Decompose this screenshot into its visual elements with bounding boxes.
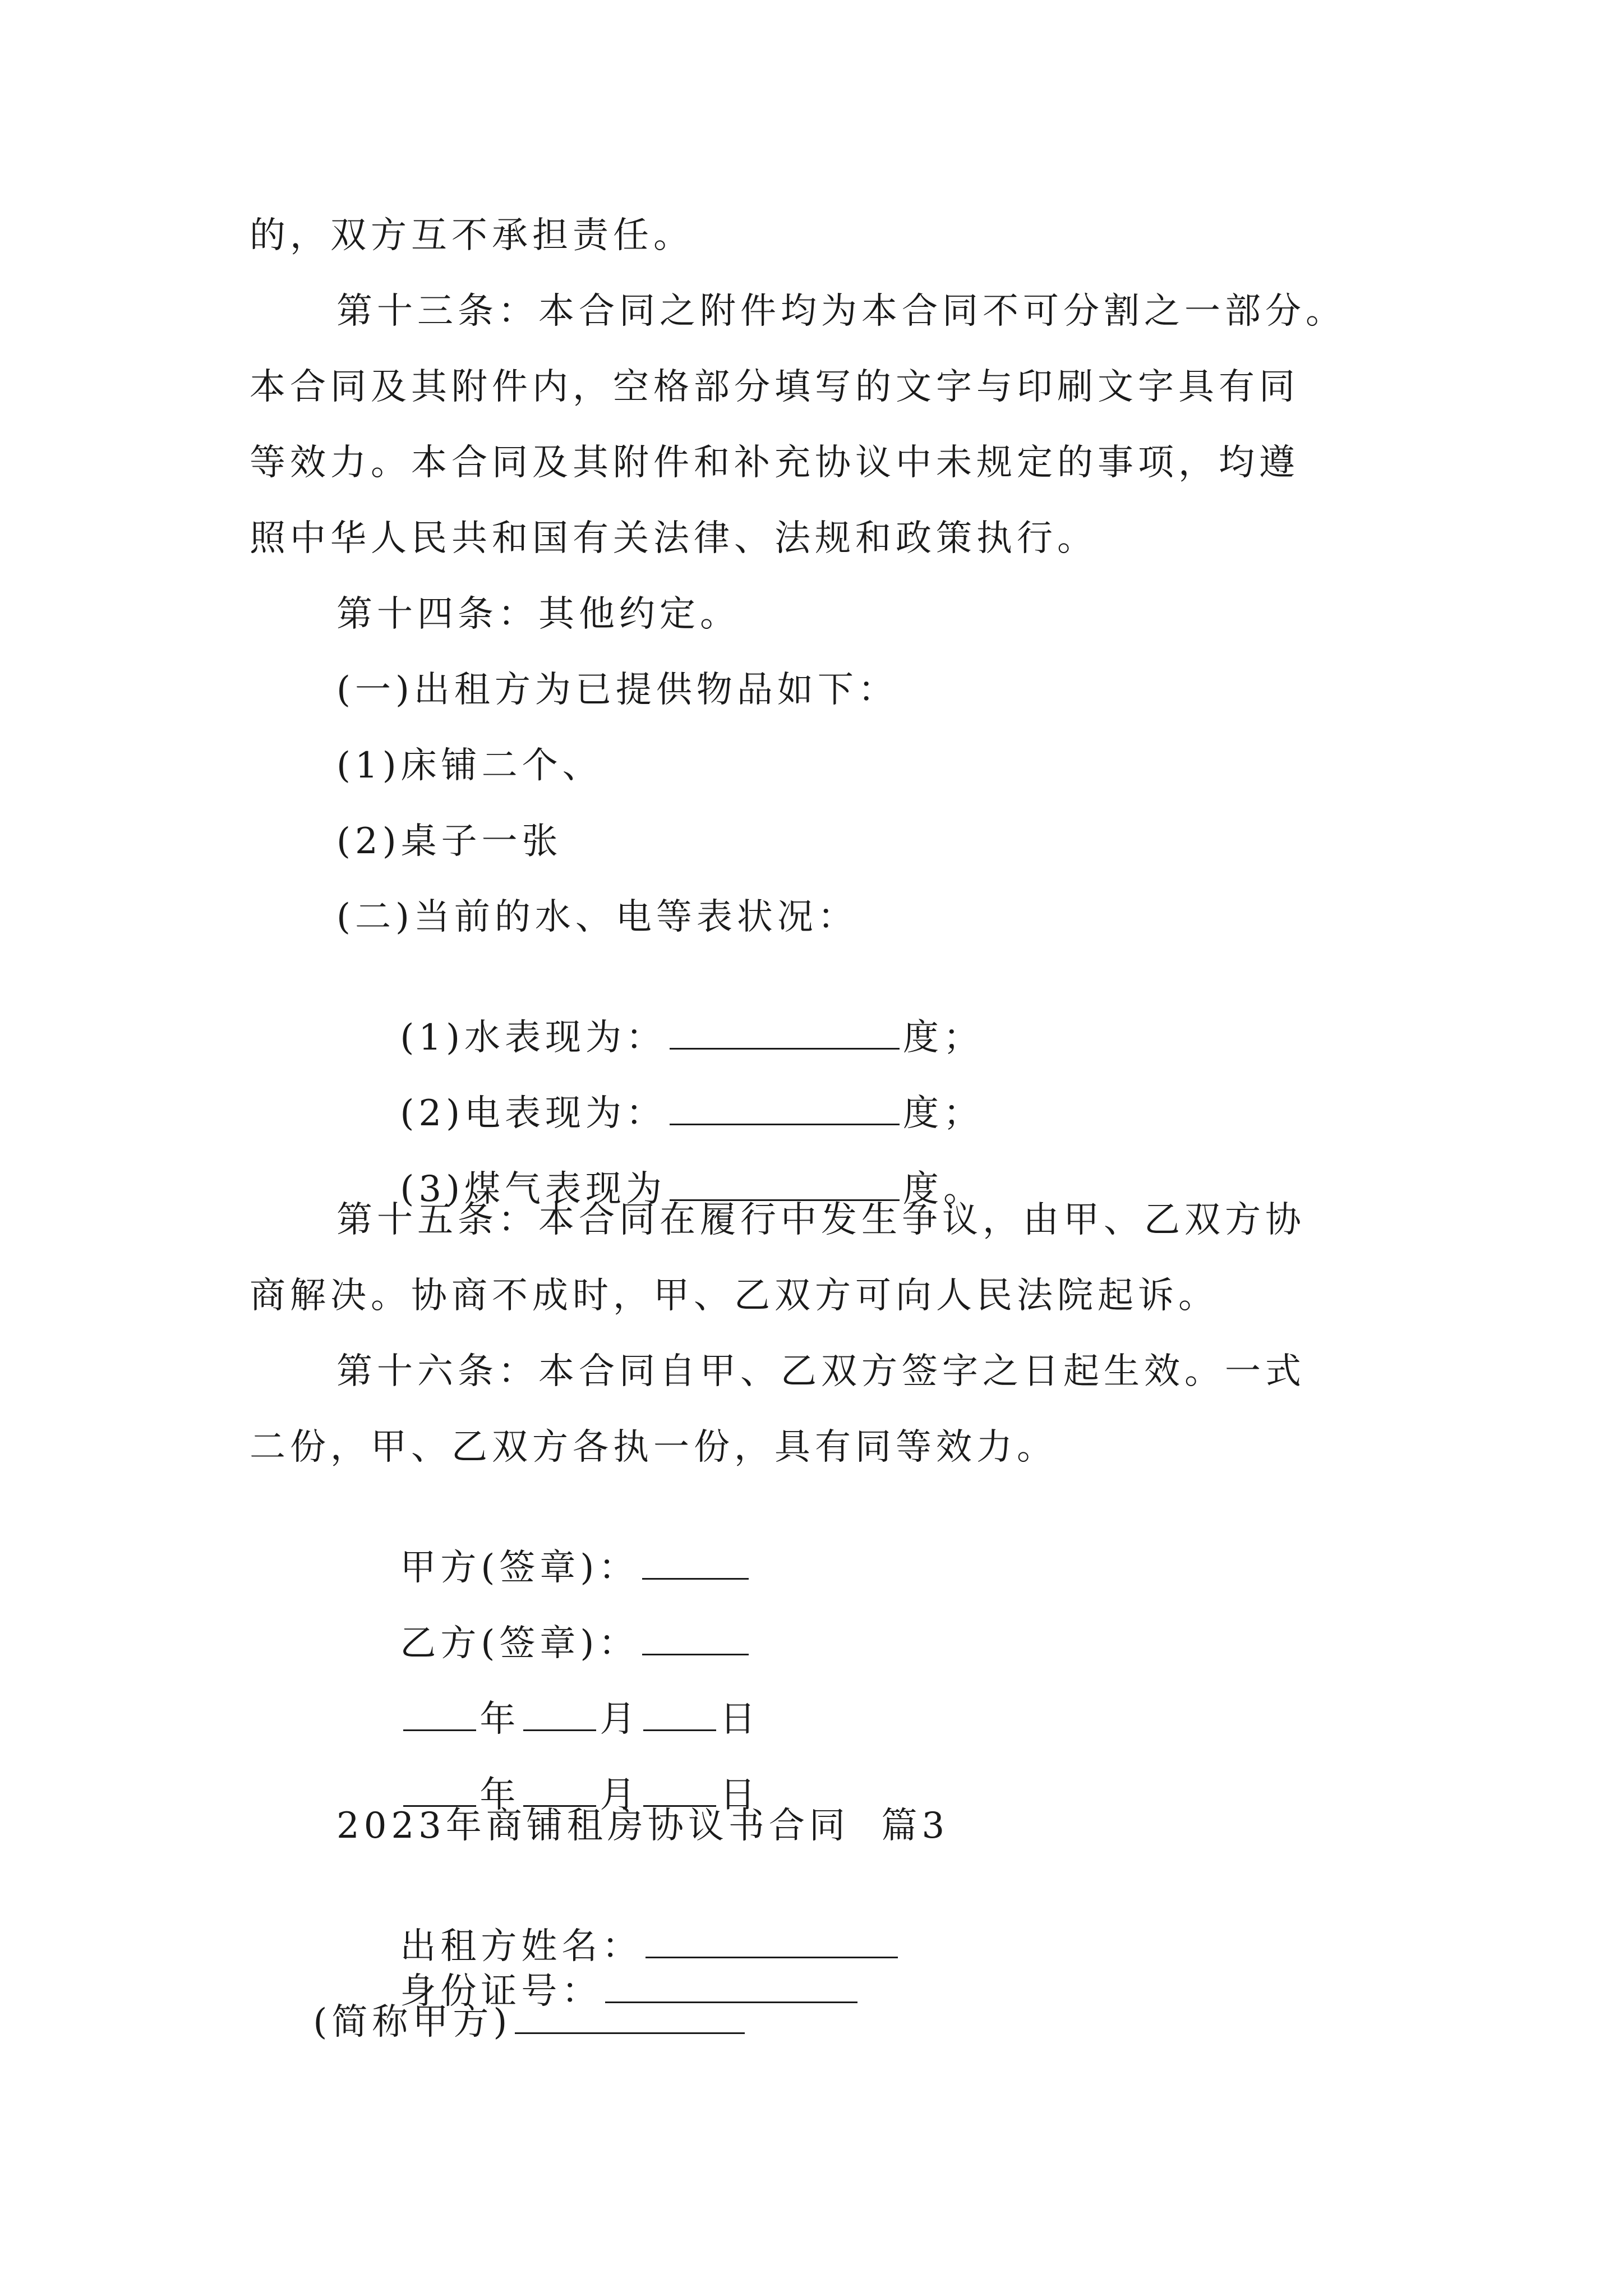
year-blank <box>403 1697 476 1731</box>
water-meter-label: (1)水表现为： <box>400 1017 667 1059</box>
party-a-blank <box>642 1545 749 1580</box>
day-text: 日 <box>720 1774 760 1816</box>
text-line: 本合同及其附件内，空格部分填写的文字与印刷文字具有同 <box>250 366 1299 408</box>
id-number-label: 身份证号： <box>400 1971 602 2012</box>
text-line: (2)桌子一张 <box>336 821 562 862</box>
month-text: 月 <box>600 1699 640 1740</box>
water-meter-blank <box>670 1015 900 1050</box>
unit-text: 度。 <box>903 1168 984 1210</box>
text-line: 商解决。协商不成时，甲、乙双方可向人民法院起诉。 <box>250 1275 1219 1317</box>
year-text: 年 <box>479 1699 520 1740</box>
lessor-name-blank <box>645 1924 898 1958</box>
clause-16: 第十六条：本合同自甲、乙双方签字之日起生效。一式 <box>336 1351 1306 1392</box>
lessor-name-label: 出租方姓名： <box>400 1926 643 1967</box>
day-text: 日 <box>720 1699 760 1740</box>
year-text: 年 <box>479 1774 520 1816</box>
text-line: (一)出租方为已提供物品如下： <box>336 669 898 711</box>
year-blank <box>403 1773 476 1807</box>
unit-text: 度； <box>903 1017 984 1059</box>
unit-text: 度； <box>903 1093 984 1134</box>
party-b-blank <box>642 1621 749 1655</box>
party-a-abbrev-line <box>250 1955 748 2090</box>
gas-meter-label: (3)煤气表现为 <box>400 1168 667 1210</box>
text-line: (1)床铺二个、 <box>336 745 603 786</box>
party-a-abbrev-blank <box>515 2000 745 2034</box>
party-a-abbrev-label: (简称甲方) <box>313 2001 512 2043</box>
electric-meter-label: (2)电表现为： <box>400 1093 667 1134</box>
party-a-label: 甲方(签章)： <box>400 1547 639 1589</box>
clause-13: 第十三条：本合同之附件均为本合同不可分割之一部分。 <box>336 291 1346 332</box>
month-blank <box>523 1697 596 1731</box>
gas-meter-blank <box>670 1167 900 1201</box>
month-blank <box>523 1773 596 1807</box>
text-line: 的，双方互不承担责任。 <box>250 215 694 256</box>
day-blank <box>643 1697 716 1731</box>
month-text: 月 <box>600 1774 640 1816</box>
electric-meter-blank <box>670 1091 900 1125</box>
clause-15: 第十五条：本合同在履行中发生争议，由甲、乙双方协 <box>336 1199 1306 1241</box>
text-line: 等效力。本合同及其附件和补充协议中未规定的事项，均遵 <box>250 442 1299 484</box>
text-line: (二)当前的水、电等表状况： <box>336 896 858 938</box>
section-heading: 2023年商铺租房协议书合同 篇3 <box>336 1805 949 1847</box>
day-blank <box>643 1773 716 1807</box>
party-b-label: 乙方(签章)： <box>400 1623 639 1664</box>
clause-14: 第十四条：其他约定。 <box>336 593 740 635</box>
text-line: 照中华人民共和国有关法律、法规和政策执行。 <box>250 518 1098 559</box>
text-line: 二份，甲、乙双方各执一份，具有同等效力。 <box>250 1427 1057 1468</box>
